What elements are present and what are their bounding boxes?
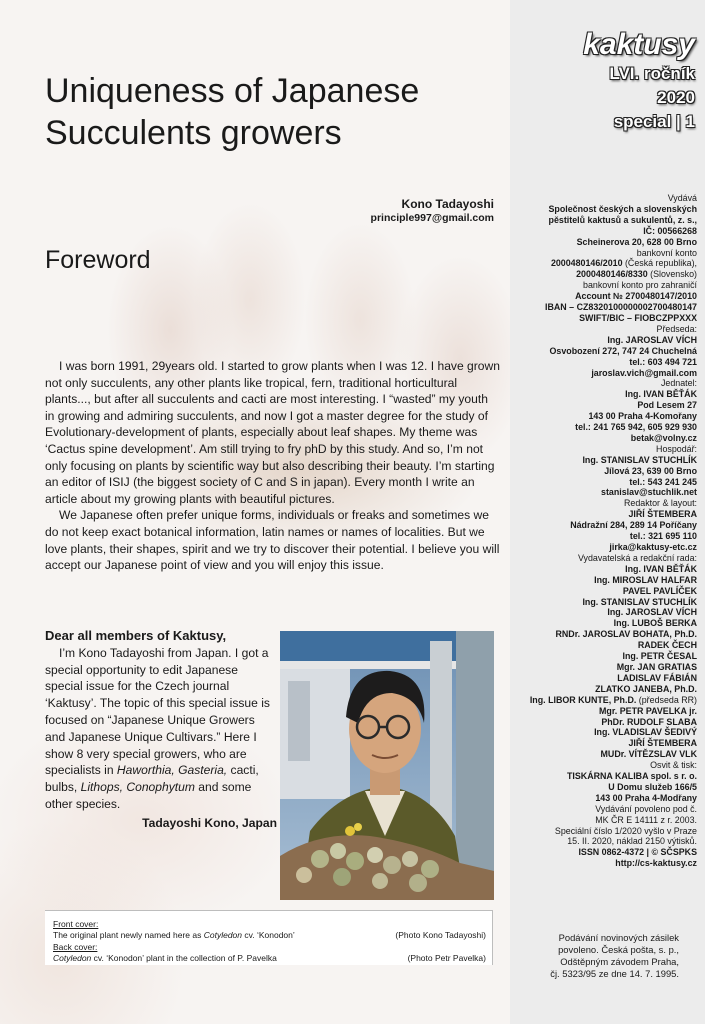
bank-foreign-label: bankovní konto pro zahraničí [583, 280, 697, 291]
genus-haworthia-gasteria: Haworthia, Gasteria, [116, 763, 228, 778]
front-cover-pre: The original plant newly named here as [53, 930, 204, 941]
letter-text-a: I’m Kono Tadayoshi from Japan. I got a special opportunity to edit Japanese special issue for the Czech journal ‘Kaktusy’. The topic of this special issue is focused on “Japanese Unique Growers and Japanese Unique Cultivars.” Here I show 8 very special growers, who are specialists in [45, 645, 270, 778]
back-cover-label: Back cover: [53, 941, 98, 952]
editor-email[interactable]: jirka@kaktusy-etc.cz [609, 542, 697, 552]
treasurer-phone: tel.: 543 241 245 [629, 476, 697, 487]
bank-label: bankovní konto [636, 247, 697, 258]
front-cover-post: cv. ‘Konodon’ [242, 930, 295, 941]
front-cover-credit: (Photo Kono Tadayoshi) [395, 930, 486, 941]
section-heading: Foreword [45, 246, 151, 274]
back-cover-text [53, 953, 277, 964]
website-link[interactable]: http://cs-kaktusy.cz [615, 858, 697, 869]
bank-sk-note: (Slovensko) [647, 269, 697, 280]
editor-address: Nádražní 284, 289 14 Poříčany [570, 520, 697, 531]
board-member: Ing. IVAN BĚŤÁK [625, 563, 697, 574]
board-member: Mgr. PETR PAVELKA jr. [599, 705, 697, 716]
front-cover-text [53, 930, 295, 941]
secretary-phone: tel.: 241 765 942, 605 929 930 [575, 422, 697, 433]
chairman-phone: tel.: 603 494 721 [629, 356, 697, 367]
back-cover-credit: (Photo Petr Pavelka) [407, 953, 486, 964]
board-member: RADEK ČECH [637, 640, 697, 651]
postal-line-2: povoleno. Česká pošta, s. p., [558, 944, 679, 955]
board-member: MUDr. VÍTĚZSLAV VLK [600, 749, 697, 760]
treasurer-email[interactable]: stanislav@stuchlik.net [601, 487, 697, 498]
bank-swift: SWIFT/BIC – FIOBCZPPXXX [579, 312, 697, 323]
author-email[interactable]: principle997@gmail.com [370, 212, 494, 224]
postal-line-4: čj. 5323/95 ze dne 14. 7. 1995. [550, 968, 679, 979]
postal-notice [512, 932, 679, 980]
letter-text-b: cacti, bulbs, [45, 763, 259, 795]
board-member: Ing. STANISLAV STUCHLÍK [582, 596, 697, 607]
secretary-name: Ing. IVAN BĚŤÁK [625, 389, 697, 400]
cover-captions [45, 910, 493, 965]
article-body [45, 358, 500, 574]
publisher-name-2: pěstitelů kaktusů a sukulentů, z. s., [548, 214, 697, 225]
chairman-address: Osvobození 272, 747 24 Chuchelná [549, 345, 697, 356]
letter-text [45, 645, 277, 813]
board-member: RNDr. JAROSLAV BOHATA, Ph.D. [555, 629, 697, 640]
front-cover-caption [53, 930, 492, 941]
printer-city: 143 00 Praha 4-Modřany [595, 792, 697, 803]
bank-cz-number: 2000480146/2010 [550, 258, 623, 269]
treasurer-name: Ing. STANISLAV STUCHLÍK [582, 454, 697, 465]
author-photo [280, 631, 494, 900]
board-member: Ing. LUBOŠ BERKA [613, 618, 697, 629]
chairman-label: Předseda: [656, 323, 697, 334]
board-member: Mgr. JAN GRATIAS [616, 661, 697, 672]
board-member: Ing. MIROSLAV HALFAR [594, 574, 697, 585]
author-name: Kono Tadayoshi [401, 197, 494, 211]
back-cover-caption [53, 953, 492, 964]
board-member: PAVEL PAVLÍČEK [622, 585, 697, 596]
issue-info-2: 15. II. 2020, náklad 2150 výtisků. [567, 836, 697, 847]
board-label: Vydavatelská a redakční rada: [577, 552, 697, 563]
board-member: Ing. PETR ČESAL [622, 651, 697, 662]
genus-lithops-conophytum: Lithops, Conophytum [80, 780, 195, 795]
editor-name: JIŘÍ ŠTEMBERA [628, 509, 697, 520]
treasurer-label: Hospodář: [656, 443, 697, 454]
publisher-label: Vydává [667, 193, 697, 203]
secretary-email[interactable]: betak@volny.cz [630, 432, 697, 443]
letter-heading: Dear all members of Kaktusy, [45, 628, 227, 643]
board-chair-name: Ing. LIBOR KUNTE, Ph.D. [529, 694, 637, 705]
treasurer-address: Jílová 23, 639 00 Brno [604, 465, 697, 476]
title-line-1: Uniqueness of Japanese [45, 72, 420, 110]
permit-line-1: Vydávání povoleno pod č. [595, 803, 697, 814]
front-cover-genus: Cotyledon [203, 930, 243, 941]
bank-sk [512, 269, 697, 280]
back-cover-post: cv. ‘Konodon’ plant in the collection of P. Pavelka [91, 953, 277, 964]
bank-cz-note: (Česká republika), [622, 258, 697, 269]
letter-block [45, 628, 277, 832]
editor-phone: tel.: 321 695 110 [629, 531, 697, 542]
imprint-column [512, 193, 697, 869]
printer-street: U Domu služeb 166/5 [608, 781, 697, 792]
board-chair-note: (předseda RR) [636, 694, 697, 705]
print-label: Osvit & tisk: [650, 760, 697, 771]
issue-info-1: Speciální číslo 1/2020 vyšlo v Praze [554, 825, 697, 836]
board-member: Ing. VLADISLAV ŠEDIVÝ [594, 727, 697, 738]
bank-sk-number: 2000480146/8330 [576, 269, 648, 280]
board-member-chair [512, 695, 697, 706]
postal-line-3: Odštěpným závodem Praha, [560, 956, 679, 967]
issue-label: special | 1 [613, 112, 695, 131]
year-label: 2020 [657, 88, 695, 107]
journal-title: kaktusy [583, 28, 695, 61]
chairman-name: Ing. JAROSLAV VÍCH [607, 334, 697, 345]
board-member: PhDr. RUDOLF SLABA [601, 716, 697, 727]
bank-cz [512, 258, 697, 269]
letter-signature: Tadayoshi Kono, Japan [142, 815, 277, 830]
chairman-email[interactable]: jaroslav.vich@gmail.com [591, 367, 697, 378]
letter-text-c: and some other species. [45, 780, 252, 811]
author-block [371, 197, 494, 225]
secretary-city: 143 00 Praha 4-Komořany [588, 411, 697, 422]
board-member: JIŘÍ ŠTEMBERA [628, 738, 697, 749]
bank-iban: IBAN – CZ8320100000002700480147 [545, 302, 697, 313]
printer-name: TISKÁRNA KALIBA spol. s r. o. [566, 771, 697, 782]
masthead [515, 28, 695, 134]
secretary-street: Pod Lesem 27 [637, 400, 697, 411]
front-cover-label: Front cover: [53, 919, 99, 929]
back-cover-genus: Cotyledon [53, 953, 92, 964]
volume-label: LVI. ročník [609, 64, 695, 83]
postal-line-1: Podávání novinových zásilek [558, 932, 679, 943]
permit-line-2: MK ČR E 14111 z r. 2003. [595, 814, 697, 825]
paragraph-1: I was born 1991, 29years old. I started to grow plants when I was 12. I have grown not only succulents, any other plants like tropical, fern, traditional horticultural plants..., but after all succulents and cacti are most interesting. I “wasted” my youth in growing and admiring succulents, and now I got a master degree for the study of Evolutionary-development of plants, especially about leaf shapes. My theme was ‘Cactus spine development’. Am still trying to fry phD by this study. And so, I’m not only focusing on plants by scientific way but also describing their beauty. I’m starting an editor of ISIJ (the biggest society of C and S in japan). Every month I write an article about my growing plants with beautiful pictures. [45, 359, 500, 506]
board-member: Ing. JAROSLAV VÍCH [607, 607, 697, 618]
editor-label: Redaktor & layout: [623, 498, 697, 509]
publisher-ico: IČ: 00566268 [643, 225, 697, 236]
publisher-name-1: Společnost českých a slovenských [548, 203, 697, 214]
article-title [45, 70, 485, 154]
issn: ISSN 0862-4372 | © SČSPKS [578, 847, 697, 858]
board-member: ZLATKO JANEBA, Ph.D. [595, 683, 697, 694]
bank-account: Account № 2700480147/2010 [575, 291, 697, 302]
secretary-label: Jednatel: [660, 378, 697, 389]
paragraph-2: We Japanese often prefer unique forms, individuals or freaks and sometimes we do not keep exact botanical information, latin names or names of localities. But we love plants, their shapes, spirit and we try to discover their potential. I believe you will accept our Japanese point of view and you will enjoy this issue. [45, 508, 500, 573]
publisher-address: Scheinerova 20, 628 00 Brno [576, 236, 697, 247]
board-member: LADISLAV FÁBIÁN [617, 672, 697, 683]
title-line-2: Succulents growers [45, 114, 342, 152]
